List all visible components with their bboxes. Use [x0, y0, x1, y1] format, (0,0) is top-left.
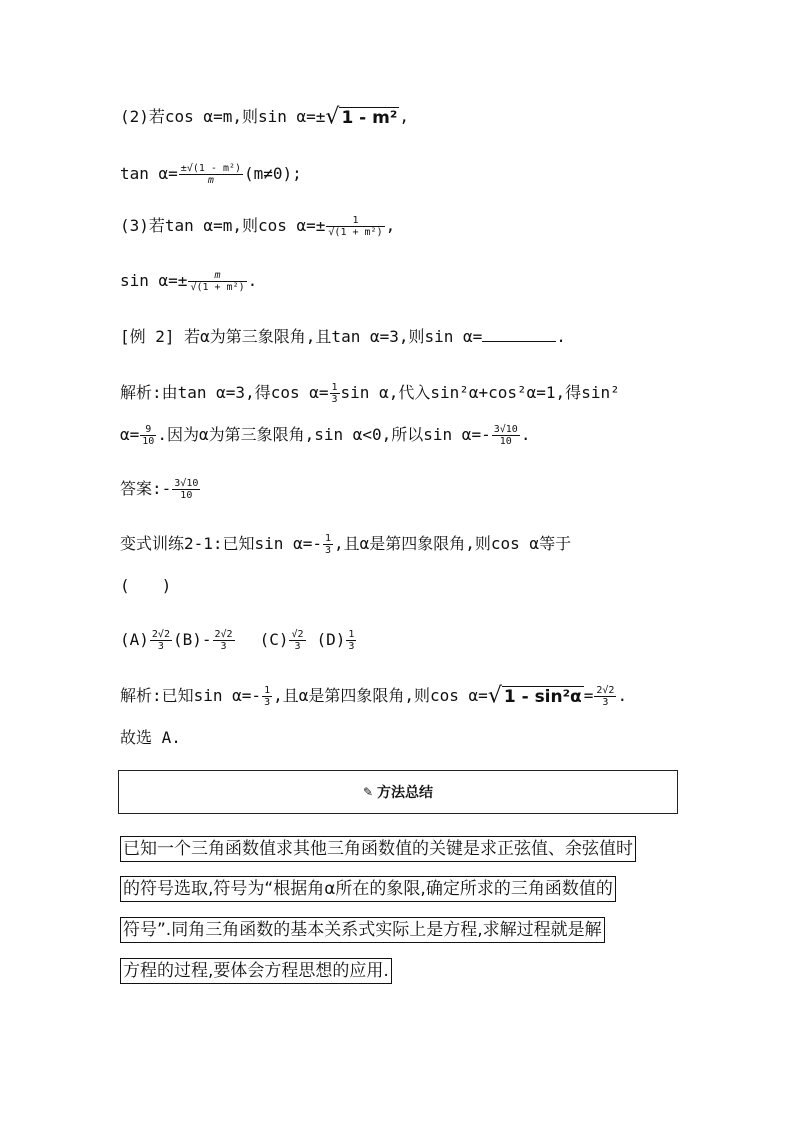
denominator: 10 [499, 436, 512, 447]
denominator: m [207, 175, 214, 186]
denominator: 3 [324, 545, 331, 556]
method-summary-header [118, 770, 678, 814]
fraction [179, 163, 243, 186]
summary-line-4 [120, 958, 392, 984]
sqrt-expression: √ 1 - sin²α [487, 683, 582, 709]
option-d-label: (D) [316, 630, 346, 649]
solution-line-1 [120, 382, 620, 405]
text: sin α=± [120, 271, 188, 290]
example-2 [120, 327, 566, 347]
radicand: 1 - m² [341, 107, 398, 128]
solution-3-line-1 [120, 685, 627, 708]
options-line [120, 629, 357, 652]
formula-line-tan [120, 163, 302, 186]
text: α= [120, 425, 140, 444]
numerator: 2√2 [151, 629, 170, 640]
numerator: 1 [326, 215, 384, 227]
text: .因为α为第三象限角,sin α<0,所以sin α=- [157, 425, 491, 444]
text: , [385, 216, 396, 235]
text: 解析:已知sin α=- [120, 686, 262, 705]
option-d-fraction [346, 629, 356, 652]
text: tan α= [120, 164, 178, 183]
numerator: √2 [291, 629, 304, 640]
denominator: 10 [142, 436, 155, 447]
option-b-label: (B)- [172, 630, 212, 649]
denominator: √(1 + m²) [190, 282, 245, 293]
radicand: 1 - sin²α [503, 686, 582, 707]
variant-training-question [120, 533, 571, 556]
numerator: m [188, 270, 246, 282]
denominator: 3 [220, 641, 227, 652]
text: [例 2] 若α为第三象限角,且tan α=3,则sin α= [120, 327, 483, 346]
fraction [326, 215, 384, 238]
choice-paren [120, 576, 171, 596]
numerator: 2√2 [596, 685, 615, 696]
numerator: 3√10 [493, 424, 518, 435]
sqrt-expression: √ 1 - m² [325, 104, 398, 130]
fraction [172, 478, 200, 501]
fraction [188, 270, 246, 293]
solution-line-2 [120, 424, 530, 447]
formula-line-2-cos [120, 104, 409, 130]
fraction [330, 382, 340, 405]
text: ,且α是第四象限角,则cos α等于 [334, 534, 572, 553]
text: 已知一个三角函数值求其他三角函数值的关键是求正弦值、余弦值时 [123, 839, 633, 859]
text: 变式训练2-1:已知sin α=- [120, 534, 322, 553]
option-c-label: (C) [259, 630, 289, 649]
option-b-fraction [213, 629, 235, 652]
method-title: 方法总结 [377, 785, 434, 801]
option-a-fraction [150, 629, 172, 652]
numerator: ±√(1 - m²) [180, 163, 242, 174]
text: . [520, 425, 531, 444]
numerator: 1 [324, 533, 331, 544]
summary-line-1 [120, 836, 636, 862]
numerator: 9 [140, 424, 156, 436]
text: (3)若tan α=m,则cos α=± [120, 216, 326, 235]
numerator: 3√10 [174, 478, 199, 489]
option-a-label: (A) [120, 630, 149, 649]
fraction [262, 685, 272, 708]
text: 答案:- [120, 479, 172, 498]
answer-line [120, 478, 201, 501]
fraction [140, 424, 156, 447]
numerator: 1 [348, 629, 355, 640]
text: ( ) [120, 576, 172, 595]
text: (2)若cos α=m,则sin α=± [120, 107, 326, 126]
text: . [617, 686, 628, 705]
formula-line-sin [120, 270, 257, 293]
denominator: 3 [331, 394, 338, 405]
text: 方程的过程,要体会方程思想的应用. [123, 961, 389, 981]
text: ,且α是第四象限角,则cos α= [273, 686, 488, 705]
text: (m≠0); [244, 164, 302, 183]
denominator: √(1 + m²) [328, 227, 383, 238]
pen-icon: ✎ [362, 785, 374, 799]
denominator: 3 [157, 641, 164, 652]
numerator: 1 [264, 685, 271, 696]
numerator: 1 [331, 382, 338, 393]
text: . [247, 271, 258, 290]
solution-3-line-2 [120, 728, 181, 748]
fraction [323, 533, 333, 556]
fraction [492, 424, 520, 447]
text: 的符号选取,符号为“根据角α所在的象限,确定所求的三角函数值的 [123, 879, 613, 899]
text: = [583, 686, 594, 705]
formula-line-3-tan [120, 215, 395, 238]
numerator: 2√2 [214, 629, 233, 640]
text: 符号”.同角三角函数的基本关系式实际上是方程,求解过程就是解 [123, 920, 602, 940]
fraction [594, 685, 616, 708]
text: . [556, 327, 566, 346]
denominator: 3 [602, 697, 609, 708]
summary-line-2 [120, 876, 616, 902]
denominator: 3 [348, 641, 355, 652]
text: 故选 A. [120, 728, 181, 747]
text: sin α,代入sin²α+cos²α=1,得sin² [340, 383, 620, 402]
text: , [399, 107, 409, 126]
denominator: 10 [180, 490, 193, 501]
answer-blank [482, 327, 556, 342]
denominator: 3 [264, 697, 271, 708]
option-c-fraction [289, 629, 305, 652]
denominator: 3 [294, 641, 301, 652]
summary-line-3 [120, 917, 605, 943]
text: 解析:由tan α=3,得cos α= [120, 383, 329, 402]
